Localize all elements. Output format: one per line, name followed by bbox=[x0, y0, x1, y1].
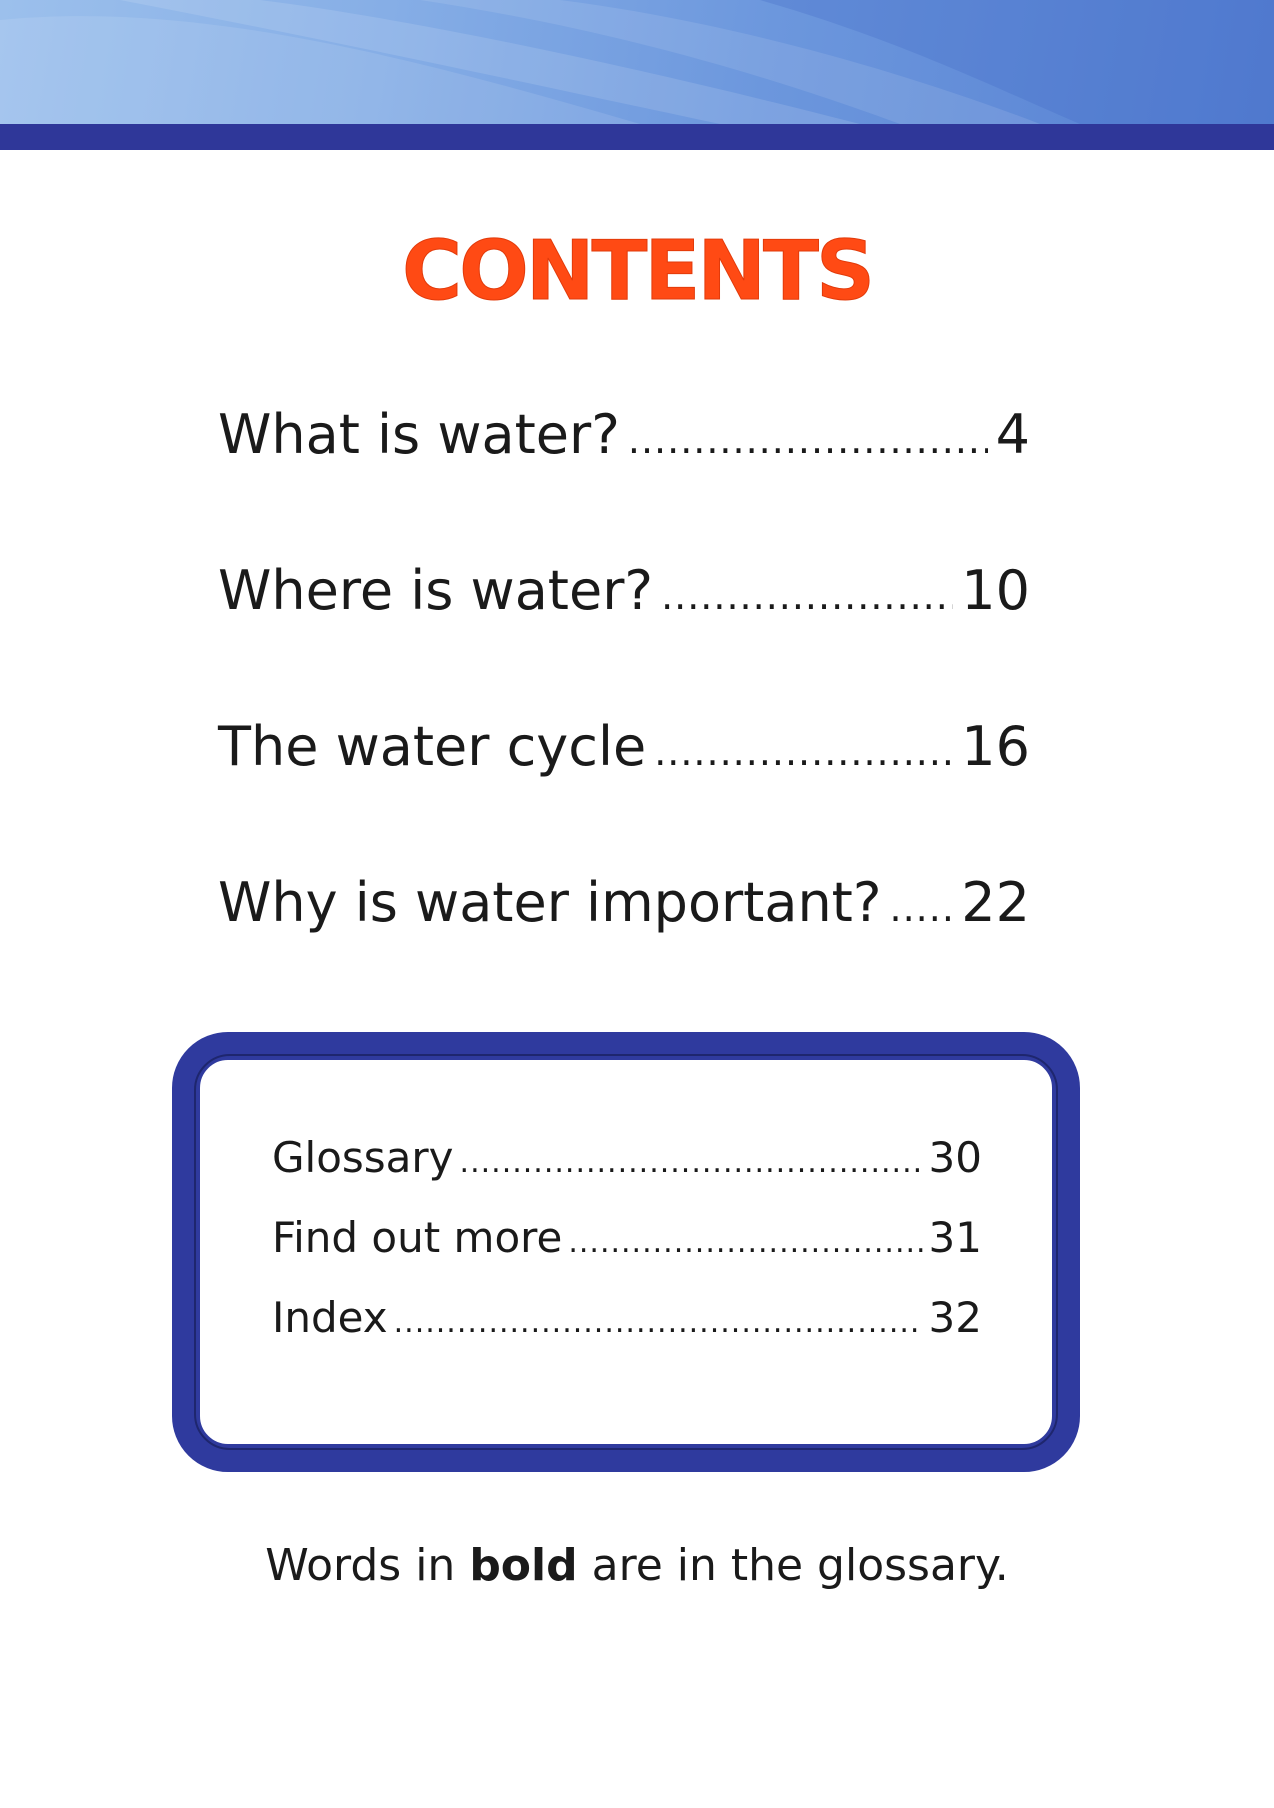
header-stripe bbox=[0, 124, 1274, 150]
back-matter-entry[interactable] bbox=[272, 1130, 982, 1186]
header-banner bbox=[0, 0, 1274, 124]
toc-entry[interactable] bbox=[218, 868, 1030, 938]
glossary-note-bold-word: bold bbox=[469, 1540, 578, 1591]
toc-entry[interactable] bbox=[218, 556, 1030, 626]
toc-entry[interactable] bbox=[218, 712, 1030, 782]
toc-entry[interactable] bbox=[218, 400, 1030, 470]
toc-entry-title: Why is water important? bbox=[218, 871, 882, 934]
toc-entry-title: The water cycle bbox=[218, 715, 647, 778]
toc-entry-page: 22 bbox=[961, 871, 1030, 934]
glossary-note-text-end: are in the glossary. bbox=[577, 1540, 1009, 1591]
back-matter-entry-page: 30 bbox=[928, 1133, 982, 1182]
toc-entry-page: 4 bbox=[995, 403, 1030, 466]
dot-leader bbox=[661, 561, 953, 631]
glossary-note-text: Words in bbox=[265, 1540, 470, 1591]
toc-entry-title: Where is water? bbox=[218, 559, 654, 622]
back-matter-entry[interactable] bbox=[272, 1290, 982, 1346]
back-matter-entry-title: Glossary bbox=[272, 1133, 454, 1182]
dot-leader bbox=[394, 1295, 923, 1351]
back-matter-entry[interactable] bbox=[272, 1210, 982, 1266]
dot-leader bbox=[654, 717, 953, 787]
back-matter-entry-title: Index bbox=[272, 1293, 388, 1342]
banner-wave-pattern bbox=[0, 0, 1274, 124]
toc-entry-page: 16 bbox=[961, 715, 1030, 778]
back-matter-entry-title: Find out more bbox=[272, 1213, 563, 1262]
glossary-note bbox=[0, 1536, 1274, 1596]
back-matter-entry-page: 31 bbox=[928, 1213, 982, 1262]
back-matter-entry-page: 32 bbox=[928, 1293, 982, 1342]
dot-leader bbox=[628, 405, 988, 475]
toc-entry-title: What is water? bbox=[218, 403, 620, 466]
toc-entry-page: 10 bbox=[961, 559, 1030, 622]
dot-leader bbox=[568, 1215, 922, 1271]
page-title: CONTENTS bbox=[401, 224, 873, 319]
dot-leader bbox=[460, 1135, 923, 1191]
dot-leader bbox=[890, 873, 954, 943]
